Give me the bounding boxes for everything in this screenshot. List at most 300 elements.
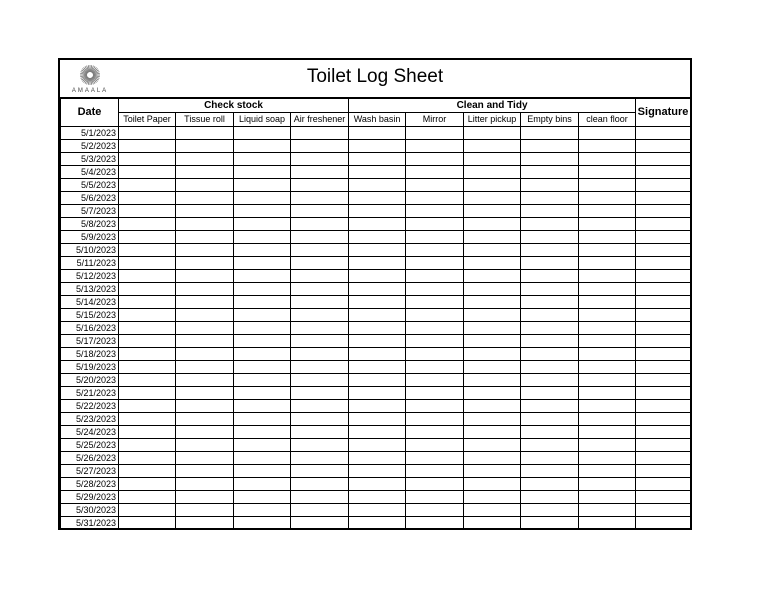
check-cell[interactable] [349,465,406,478]
check-cell[interactable] [579,296,636,309]
check-cell[interactable] [464,322,521,335]
check-cell[interactable] [521,309,579,322]
check-cell[interactable] [176,374,234,387]
check-cell[interactable] [349,517,406,530]
check-cell[interactable] [406,179,464,192]
check-cell[interactable] [291,504,349,517]
check-cell[interactable] [464,140,521,153]
check-cell[interactable] [119,257,176,270]
check-cell[interactable] [464,205,521,218]
check-cell[interactable] [119,309,176,322]
check-cell[interactable] [406,465,464,478]
signature-cell[interactable] [636,140,691,153]
check-cell[interactable] [579,413,636,426]
signature-cell[interactable] [636,413,691,426]
check-cell[interactable] [234,426,291,439]
check-cell[interactable] [291,348,349,361]
check-cell[interactable] [579,127,636,140]
check-cell[interactable] [521,296,579,309]
signature-cell[interactable] [636,426,691,439]
check-cell[interactable] [464,127,521,140]
check-cell[interactable] [119,192,176,205]
check-cell[interactable] [234,400,291,413]
check-cell[interactable] [464,452,521,465]
check-cell[interactable] [579,309,636,322]
signature-cell[interactable] [636,192,691,205]
check-cell[interactable] [464,296,521,309]
check-cell[interactable] [464,283,521,296]
check-cell[interactable] [464,218,521,231]
check-cell[interactable] [176,322,234,335]
check-cell[interactable] [521,205,579,218]
check-cell[interactable] [406,361,464,374]
check-cell[interactable] [579,192,636,205]
signature-cell[interactable] [636,504,691,517]
check-cell[interactable] [521,478,579,491]
check-cell[interactable] [464,491,521,504]
check-cell[interactable] [521,218,579,231]
check-cell[interactable] [579,374,636,387]
check-cell[interactable] [406,335,464,348]
check-cell[interactable] [349,283,406,296]
check-cell[interactable] [234,192,291,205]
check-cell[interactable] [176,413,234,426]
check-cell[interactable] [119,179,176,192]
check-cell[interactable] [349,231,406,244]
check-cell[interactable] [119,322,176,335]
check-cell[interactable] [234,517,291,530]
check-cell[interactable] [521,465,579,478]
check-cell[interactable] [234,127,291,140]
check-cell[interactable] [291,257,349,270]
signature-cell[interactable] [636,374,691,387]
check-cell[interactable] [176,465,234,478]
check-cell[interactable] [119,374,176,387]
check-cell[interactable] [349,153,406,166]
check-cell[interactable] [464,231,521,244]
check-cell[interactable] [119,361,176,374]
check-cell[interactable] [521,504,579,517]
signature-cell[interactable] [636,205,691,218]
check-cell[interactable] [234,465,291,478]
check-cell[interactable] [579,153,636,166]
check-cell[interactable] [291,205,349,218]
check-cell[interactable] [464,361,521,374]
check-cell[interactable] [579,465,636,478]
check-cell[interactable] [579,231,636,244]
signature-cell[interactable] [636,335,691,348]
check-cell[interactable] [406,309,464,322]
check-cell[interactable] [349,296,406,309]
check-cell[interactable] [176,270,234,283]
check-cell[interactable] [406,218,464,231]
check-cell[interactable] [579,517,636,530]
check-cell[interactable] [579,270,636,283]
check-cell[interactable] [349,374,406,387]
check-cell[interactable] [579,179,636,192]
check-cell[interactable] [291,309,349,322]
signature-cell[interactable] [636,127,691,140]
check-cell[interactable] [234,452,291,465]
check-cell[interactable] [291,426,349,439]
check-cell[interactable] [406,166,464,179]
check-cell[interactable] [521,166,579,179]
check-cell[interactable] [579,426,636,439]
check-cell[interactable] [234,374,291,387]
check-cell[interactable] [234,296,291,309]
check-cell[interactable] [579,504,636,517]
check-cell[interactable] [291,439,349,452]
check-cell[interactable] [521,517,579,530]
check-cell[interactable] [291,517,349,530]
check-cell[interactable] [464,270,521,283]
check-cell[interactable] [464,335,521,348]
check-cell[interactable] [521,192,579,205]
check-cell[interactable] [291,270,349,283]
check-cell[interactable] [579,140,636,153]
check-cell[interactable] [291,218,349,231]
check-cell[interactable] [176,153,234,166]
check-cell[interactable] [234,179,291,192]
check-cell[interactable] [234,218,291,231]
check-cell[interactable] [176,127,234,140]
check-cell[interactable] [521,322,579,335]
check-cell[interactable] [521,335,579,348]
check-cell[interactable] [349,400,406,413]
check-cell[interactable] [406,517,464,530]
check-cell[interactable] [406,270,464,283]
signature-cell[interactable] [636,491,691,504]
check-cell[interactable] [521,387,579,400]
check-cell[interactable] [464,413,521,426]
check-cell[interactable] [406,478,464,491]
check-cell[interactable] [176,452,234,465]
check-cell[interactable] [291,491,349,504]
check-cell[interactable] [464,400,521,413]
check-cell[interactable] [406,192,464,205]
check-cell[interactable] [291,153,349,166]
check-cell[interactable] [406,439,464,452]
check-cell[interactable] [176,218,234,231]
check-cell[interactable] [291,244,349,257]
check-cell[interactable] [119,504,176,517]
check-cell[interactable] [464,179,521,192]
signature-cell[interactable] [636,452,691,465]
check-cell[interactable] [464,517,521,530]
check-cell[interactable] [291,166,349,179]
check-cell[interactable] [464,257,521,270]
check-cell[interactable] [176,478,234,491]
check-cell[interactable] [406,387,464,400]
check-cell[interactable] [464,439,521,452]
check-cell[interactable] [119,348,176,361]
check-cell[interactable] [119,166,176,179]
check-cell[interactable] [349,179,406,192]
check-cell[interactable] [234,504,291,517]
check-cell[interactable] [291,140,349,153]
check-cell[interactable] [349,218,406,231]
check-cell[interactable] [406,348,464,361]
check-cell[interactable] [176,244,234,257]
check-cell[interactable] [234,491,291,504]
signature-cell[interactable] [636,179,691,192]
check-cell[interactable] [119,296,176,309]
check-cell[interactable] [234,361,291,374]
check-cell[interactable] [176,166,234,179]
check-cell[interactable] [349,166,406,179]
check-cell[interactable] [579,452,636,465]
signature-cell[interactable] [636,244,691,257]
check-cell[interactable] [176,296,234,309]
signature-cell[interactable] [636,348,691,361]
check-cell[interactable] [406,413,464,426]
check-cell[interactable] [234,231,291,244]
check-cell[interactable] [579,491,636,504]
check-cell[interactable] [119,400,176,413]
check-cell[interactable] [291,452,349,465]
check-cell[interactable] [176,517,234,530]
check-cell[interactable] [291,231,349,244]
check-cell[interactable] [406,296,464,309]
check-cell[interactable] [349,140,406,153]
check-cell[interactable] [119,426,176,439]
check-cell[interactable] [234,413,291,426]
signature-cell[interactable] [636,153,691,166]
check-cell[interactable] [119,478,176,491]
check-cell[interactable] [406,452,464,465]
check-cell[interactable] [119,244,176,257]
check-cell[interactable] [406,153,464,166]
check-cell[interactable] [291,361,349,374]
signature-cell[interactable] [636,387,691,400]
check-cell[interactable] [406,205,464,218]
check-cell[interactable] [464,244,521,257]
check-cell[interactable] [579,322,636,335]
check-cell[interactable] [349,361,406,374]
check-cell[interactable] [521,153,579,166]
check-cell[interactable] [291,387,349,400]
check-cell[interactable] [349,478,406,491]
check-cell[interactable] [119,270,176,283]
check-cell[interactable] [521,413,579,426]
check-cell[interactable] [349,322,406,335]
check-cell[interactable] [464,153,521,166]
check-cell[interactable] [521,374,579,387]
check-cell[interactable] [291,296,349,309]
check-cell[interactable] [406,283,464,296]
check-cell[interactable] [176,283,234,296]
check-cell[interactable] [464,504,521,517]
check-cell[interactable] [119,413,176,426]
check-cell[interactable] [176,400,234,413]
check-cell[interactable] [406,322,464,335]
check-cell[interactable] [119,218,176,231]
check-cell[interactable] [349,309,406,322]
check-cell[interactable] [349,439,406,452]
check-cell[interactable] [406,140,464,153]
check-cell[interactable] [349,426,406,439]
check-cell[interactable] [521,400,579,413]
signature-cell[interactable] [636,270,691,283]
signature-cell[interactable] [636,322,691,335]
check-cell[interactable] [176,192,234,205]
check-cell[interactable] [291,400,349,413]
check-cell[interactable] [579,218,636,231]
check-cell[interactable] [521,439,579,452]
check-cell[interactable] [176,257,234,270]
check-cell[interactable] [579,348,636,361]
check-cell[interactable] [464,348,521,361]
check-cell[interactable] [349,335,406,348]
check-cell[interactable] [521,231,579,244]
check-cell[interactable] [521,270,579,283]
check-cell[interactable] [464,166,521,179]
check-cell[interactable] [176,491,234,504]
check-cell[interactable] [234,335,291,348]
signature-cell[interactable] [636,517,691,530]
check-cell[interactable] [176,140,234,153]
check-cell[interactable] [234,205,291,218]
check-cell[interactable] [176,231,234,244]
check-cell[interactable] [176,387,234,400]
check-cell[interactable] [234,166,291,179]
check-cell[interactable] [349,270,406,283]
check-cell[interactable] [406,426,464,439]
check-cell[interactable] [291,478,349,491]
check-cell[interactable] [234,244,291,257]
check-cell[interactable] [234,322,291,335]
check-cell[interactable] [119,140,176,153]
check-cell[interactable] [234,439,291,452]
check-cell[interactable] [349,413,406,426]
signature-cell[interactable] [636,465,691,478]
check-cell[interactable] [464,192,521,205]
signature-cell[interactable] [636,166,691,179]
check-cell[interactable] [234,257,291,270]
check-cell[interactable] [291,335,349,348]
check-cell[interactable] [579,166,636,179]
check-cell[interactable] [406,374,464,387]
check-cell[interactable] [234,270,291,283]
check-cell[interactable] [406,491,464,504]
check-cell[interactable] [119,387,176,400]
check-cell[interactable] [176,179,234,192]
check-cell[interactable] [119,439,176,452]
signature-cell[interactable] [636,309,691,322]
check-cell[interactable] [119,127,176,140]
check-cell[interactable] [349,257,406,270]
check-cell[interactable] [579,478,636,491]
check-cell[interactable] [349,504,406,517]
check-cell[interactable] [521,348,579,361]
check-cell[interactable] [579,257,636,270]
signature-cell[interactable] [636,257,691,270]
check-cell[interactable] [119,491,176,504]
check-cell[interactable] [521,361,579,374]
signature-cell[interactable] [636,231,691,244]
check-cell[interactable] [579,244,636,257]
check-cell[interactable] [579,400,636,413]
check-cell[interactable] [291,374,349,387]
check-cell[interactable] [291,127,349,140]
check-cell[interactable] [176,309,234,322]
check-cell[interactable] [176,361,234,374]
check-cell[interactable] [521,452,579,465]
check-cell[interactable] [406,127,464,140]
check-cell[interactable] [349,387,406,400]
check-cell[interactable] [176,205,234,218]
check-cell[interactable] [234,309,291,322]
check-cell[interactable] [579,439,636,452]
check-cell[interactable] [234,283,291,296]
check-cell[interactable] [119,283,176,296]
check-cell[interactable] [291,322,349,335]
signature-cell[interactable] [636,361,691,374]
check-cell[interactable] [521,179,579,192]
check-cell[interactable] [234,140,291,153]
check-cell[interactable] [521,426,579,439]
check-cell[interactable] [234,348,291,361]
check-cell[interactable] [119,231,176,244]
check-cell[interactable] [349,192,406,205]
signature-cell[interactable] [636,218,691,231]
check-cell[interactable] [521,283,579,296]
check-cell[interactable] [521,257,579,270]
check-cell[interactable] [464,478,521,491]
check-cell[interactable] [521,140,579,153]
check-cell[interactable] [406,257,464,270]
check-cell[interactable] [291,465,349,478]
check-cell[interactable] [176,335,234,348]
check-cell[interactable] [291,192,349,205]
check-cell[interactable] [521,491,579,504]
check-cell[interactable] [579,361,636,374]
check-cell[interactable] [176,439,234,452]
check-cell[interactable] [234,478,291,491]
check-cell[interactable] [119,465,176,478]
check-cell[interactable] [406,231,464,244]
check-cell[interactable] [464,387,521,400]
check-cell[interactable] [349,491,406,504]
signature-cell[interactable] [636,439,691,452]
check-cell[interactable] [579,335,636,348]
check-cell[interactable] [349,127,406,140]
signature-cell[interactable] [636,283,691,296]
check-cell[interactable] [291,179,349,192]
check-cell[interactable] [406,504,464,517]
check-cell[interactable] [119,452,176,465]
check-cell[interactable] [464,465,521,478]
signature-cell[interactable] [636,296,691,309]
check-cell[interactable] [464,309,521,322]
check-cell[interactable] [521,127,579,140]
check-cell[interactable] [349,452,406,465]
check-cell[interactable] [349,244,406,257]
check-cell[interactable] [349,205,406,218]
check-cell[interactable] [579,387,636,400]
check-cell[interactable] [464,374,521,387]
check-cell[interactable] [291,283,349,296]
check-cell[interactable] [234,153,291,166]
check-cell[interactable] [579,205,636,218]
check-cell[interactable] [579,283,636,296]
signature-cell[interactable] [636,400,691,413]
check-cell[interactable] [119,517,176,530]
check-cell[interactable] [119,335,176,348]
check-cell[interactable] [176,426,234,439]
check-cell[interactable] [521,244,579,257]
check-cell[interactable] [291,413,349,426]
